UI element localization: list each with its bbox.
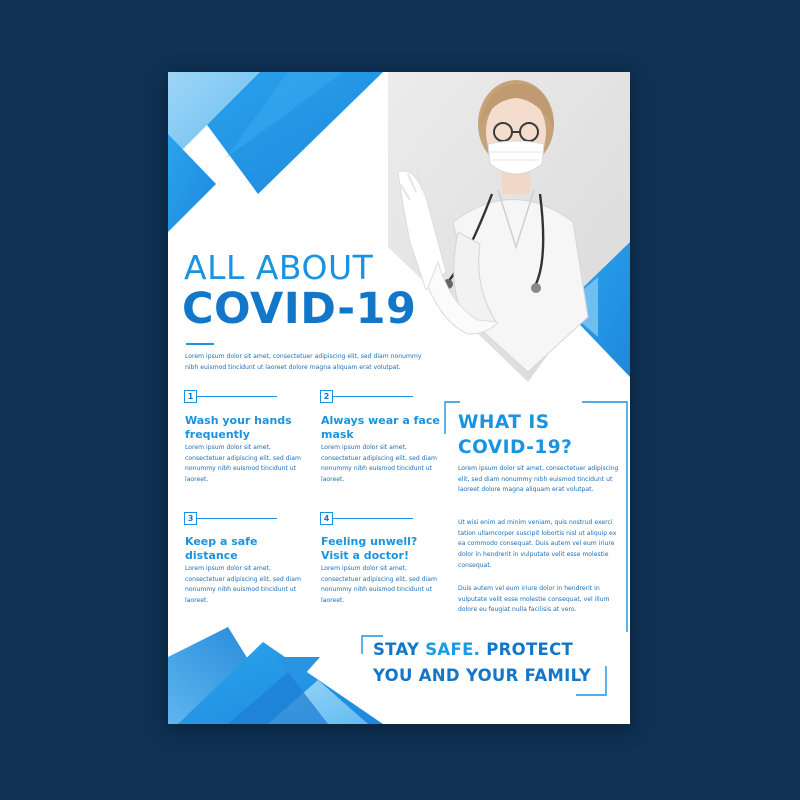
what-is-line-1: WHAT IS	[458, 412, 550, 433]
slogan-stay: STAY	[373, 640, 426, 659]
slogan-line-1	[373, 640, 573, 659]
step-number-2: 2	[320, 390, 333, 403]
title-line-2: COVID-19	[182, 284, 417, 334]
what-is-paragraph-2: Ut wisi enim ad minim veniam, quis nostrud exerci tation ullamcorper suscipit lobortis nisl ut aliquip ex ea commodo consequat. Duis autem vel eum iriure dolor in hendrerit in vulputate velit esse molestie consequat.	[458, 519, 617, 569]
step-divider	[197, 518, 277, 519]
step-number-1: 1	[184, 390, 197, 403]
title-underline	[186, 343, 214, 345]
what-is-line-2: COVID-19?	[458, 437, 573, 458]
intro-text: Lorem ipsum dolor sit amet, consectetuer adipiscing elit, sed diam nonummy nibh euismod tincidunt ut laoreet dolore magna aliquam erat volutpat.	[185, 353, 422, 371]
step-body-4: Lorem ipsum dolor sit amet, consectetuer adipiscing elit, sed diam nonummy nibh euismod tincidunt ut laoreet.	[321, 565, 437, 604]
what-is-paragraph-1: Lorem ipsum dolor sit amet, consectetuer adipiscing elit, sed diam nonummy nibh euismod tincidunt ut laoreet dolore magna aliquam erat volutpat.	[458, 465, 619, 494]
deco-triangle	[168, 134, 216, 232]
step-number-3: 3	[184, 512, 197, 525]
slogan-line-2: YOU AND YOUR FAMILY	[373, 666, 592, 685]
what-is-heading	[458, 410, 572, 460]
step-divider	[333, 396, 413, 397]
title-line-1: ALL ABOUT	[184, 248, 374, 287]
step-divider	[197, 396, 277, 397]
step-title-4: Feeling unwell? Visit a doctor!	[321, 535, 418, 562]
step-title-2: Always wear a face mask	[321, 414, 440, 441]
step-body-1: Lorem ipsum dolor sit amet, consectetuer adipiscing elit, sed diam nonummy nibh euismod tincidunt ut laoreet.	[185, 444, 301, 483]
slogan-safe: SAFE.	[425, 640, 481, 659]
step-title-1: Wash your hands frequently	[185, 414, 292, 441]
step-body-2: Lorem ipsum dolor sit amet, consectetuer adipiscing elit, sed diam nonummy nibh euismod tincidunt ut laoreet.	[321, 444, 437, 483]
doctor-photo	[388, 72, 630, 382]
step-title-3: Keep a safe distance	[185, 535, 258, 562]
what-is-paragraph-3: Duis autem vel eum iriure dolor in hendrerit in vulputate velit esse molestie consequat, vel illum dolore eu feugiat nulla facilisis at vero.	[458, 585, 610, 614]
step-number-4: 4	[320, 512, 333, 525]
step-divider	[333, 518, 413, 519]
step-body-3: Lorem ipsum dolor sit amet, consectetuer adipiscing elit, sed diam nonummy nibh euismod tincidunt ut laoreet.	[185, 565, 301, 604]
flyer	[168, 72, 630, 724]
slogan-protect: PROTECT	[480, 640, 574, 659]
